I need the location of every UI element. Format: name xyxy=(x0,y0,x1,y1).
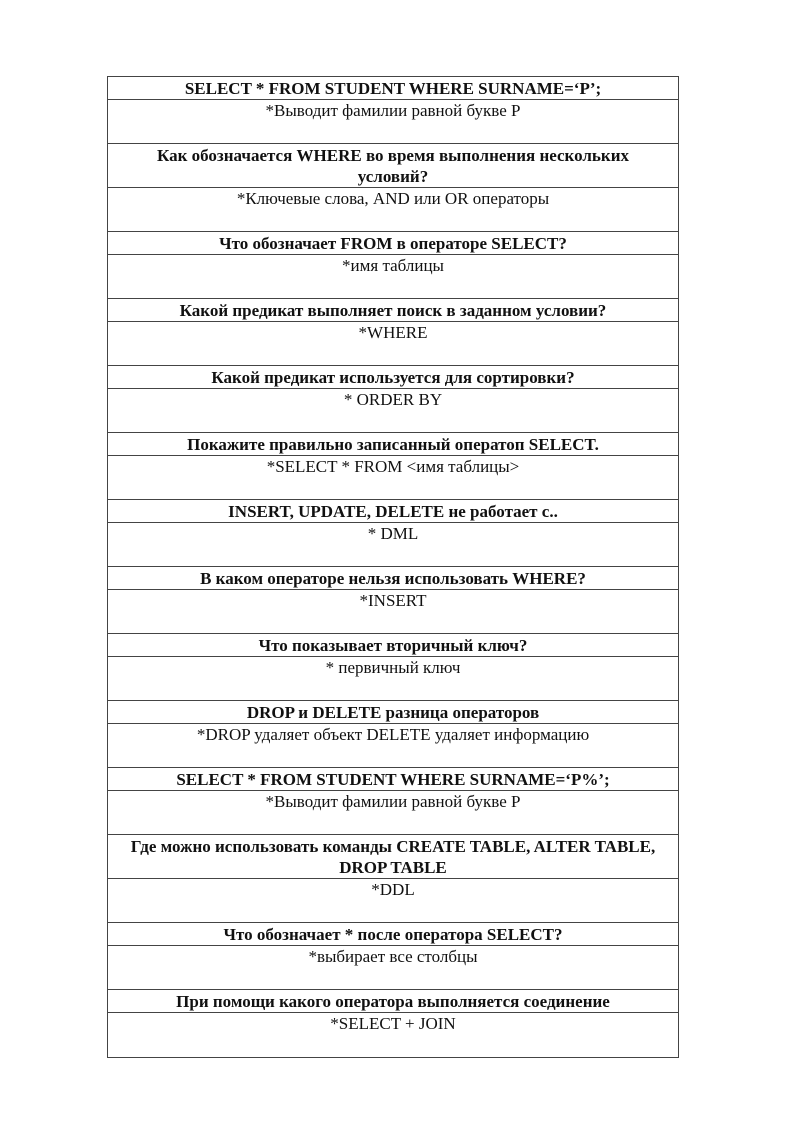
question-cell: INSERT, UPDATE, DELETE не работает с.. xyxy=(108,500,678,523)
answer-cell: *DDL xyxy=(108,879,678,923)
qa-table xyxy=(107,76,679,1058)
question-cell: Что показывает вторичный ключ? xyxy=(108,634,678,657)
question-cell: Как обозначается WHERE во время выполнения нескольких условий? xyxy=(108,144,678,188)
question-cell: При помощи какого оператора выполняется соединение xyxy=(108,990,678,1013)
answer-cell: *Выводит фамилии равной букве Р xyxy=(108,100,678,144)
answer-cell: * DML xyxy=(108,523,678,567)
answer-cell: *WHERE xyxy=(108,322,678,366)
answer-cell: *DROP удаляет объект DELETE удаляет информацию xyxy=(108,724,678,768)
answer-cell: *INSERT xyxy=(108,590,678,634)
answer-cell: *SELECT * FROM <имя таблицы> xyxy=(108,456,678,500)
question-cell: Какой предикат используется для сортировки? xyxy=(108,366,678,389)
question-cell: Где можно использовать команды CREATE TABLE, ALTER TABLE, DROP TABLE xyxy=(108,835,678,879)
question-cell: В каком операторе нельзя использовать WHERE? xyxy=(108,567,678,590)
answer-cell: *SELECT + JOIN xyxy=(330,1014,456,1033)
answer-cell: *имя таблицы xyxy=(108,255,678,299)
answer-cell: *Ключевые слова, AND или OR операторы xyxy=(108,188,678,232)
question-cell: SELECT * FROM STUDENT WHERE SURNAME=‘Р%’; xyxy=(108,768,678,791)
question-cell: Что обозначает * после оператора SELECT? xyxy=(108,923,678,946)
question-cell: Что обозначает FROM в операторе SELECT? xyxy=(108,232,678,255)
question-cell: SELECT * FROM STUDENT WHERE SURNAME=‘Р’; xyxy=(108,77,678,100)
question-cell: DROP и DELETE разница операторов xyxy=(108,701,678,724)
answer-cell: * ORDER BY xyxy=(108,389,678,433)
answer-cell: * первичный ключ xyxy=(108,657,678,701)
answer-cell: *Выводит фамилии равной букве Р xyxy=(108,791,678,835)
question-cell: Покажите правильно записанный оператоп SELECT. xyxy=(108,433,678,456)
question-cell: Какой предикат выполняет поиск в заданном условии? xyxy=(108,299,678,322)
answer-cell: *выбирает все столбцы xyxy=(108,946,678,990)
